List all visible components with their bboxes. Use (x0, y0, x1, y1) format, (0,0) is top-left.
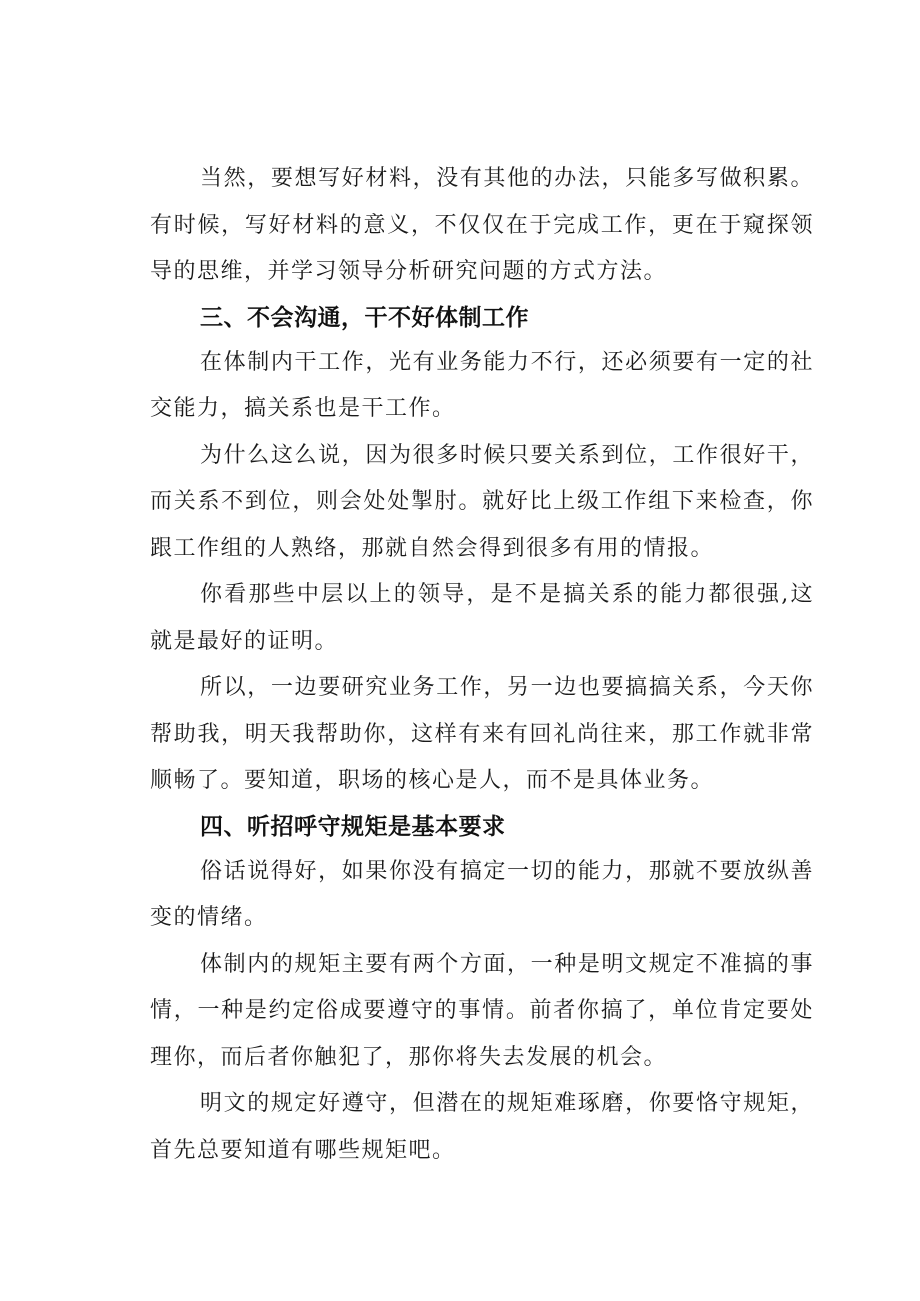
section-heading-4: 四、听招呼守规矩是基本要求 (200, 813, 506, 840)
paragraph-two-kinds-of-rules: 体制内的规矩主要有两个方面，一种是明文规定不准搞的事情，一种是约定俗成要遵守的事情。前者你搞了，单位肯定要处理你，而后者你触犯了，那你将失去发展的机会。 (150, 951, 814, 1070)
document-body (150, 156, 814, 1174)
paragraph-leaders-proof: 你看那些中层以上的领导，是不是搞关系的能力都很强,这就是最好的证明。 (150, 582, 814, 654)
paragraph-social-ability: 在体制内干工作，光有业务能力不行，还必须要有一定的社交能力，搞关系也是干工作。 (150, 349, 814, 421)
paragraph-writing-materials: 当然，要想写好材料，没有其他的办法，只能多写做积累。有时候，写好材料的意义，不仅仅在于完成工作，更在于窥探领导的思维，并学习领导分析研究问题的方式方法。 (150, 166, 814, 284)
paragraph-proverb: 俗话说得好，如果你没有搞定一切的能力，那就不要放纵善变的情绪。 (150, 858, 814, 930)
paragraph-relationships-reason: 为什么这么说，因为很多时候只要关系到位，工作很好干，而关系不到位，则会处处掣肘。就好比上级工作组下来检查，你跟工作组的人熟络，那就自然会得到很多有用的情报。 (150, 442, 814, 561)
paragraph-know-the-rules: 明文的规定好遵守，但潜在的规矩难琢磨，你要恪守规矩，首先总要知道有哪些规矩吧。 (150, 1091, 814, 1163)
section-heading-3: 三、不会沟通，干不好体制工作 (200, 304, 529, 331)
paragraph-mutual-help: 所以，一边要研究业务工作，另一边也要搞搞关系，今天你帮助我，明天我帮助你，这样有来有回礼尚往来，那工作就非常顺畅了。要知道，职场的核心是人，而不是具体业务。 (150, 675, 814, 793)
